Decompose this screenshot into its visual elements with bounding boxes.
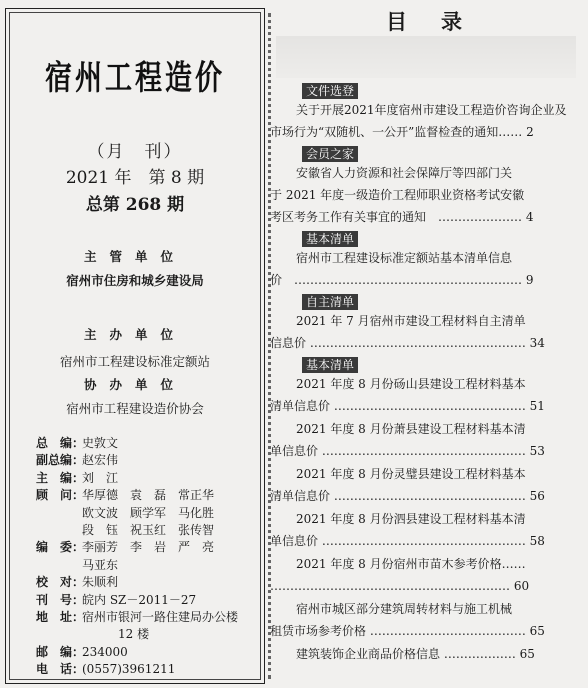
toc-entry[interactable]	[270, 310, 582, 354]
credit-row	[36, 609, 238, 626]
editorial-credits	[36, 435, 238, 679]
toc-entry-line: 2021 年度 8 月份萧县建设工程材料基本清	[296, 422, 526, 436]
credit-label: 刊 号：	[36, 592, 85, 607]
toc-entry[interactable]	[270, 247, 582, 291]
credit-value: 赵宏伟	[82, 453, 119, 468]
toc-entry-line: 宿州市城区部分建筑周转材料与施工机械	[296, 602, 513, 616]
co-organizer-heading: 协办单位	[83, 377, 186, 392]
credit-row	[36, 435, 238, 452]
toc-entry-line: 于 2021 年度一级造价工程师职业资格考试安徽	[270, 188, 525, 202]
credit-label: 总 编：	[36, 436, 85, 450]
credit-value: 刘 江	[82, 470, 119, 485]
supervisor-heading: 主管单位	[83, 249, 186, 264]
toc-entry-line: 2021 年度 8 月份砀山县建设工程材料基本	[296, 377, 526, 391]
credit-value: 宿州市银河一路住建局办公楼	[82, 610, 239, 625]
credit-value: 欧文波 顾学军 马化胜	[82, 505, 215, 520]
toc-entry-line: 建筑装饰企业商品价格信息 ……………… 65	[296, 647, 535, 661]
supervisor-name: 宿州市住房和城乡建设局	[66, 273, 204, 288]
credit-row	[36, 505, 238, 522]
bleed-through-shadow	[276, 36, 576, 78]
toc-entry-line: 单信息价 …………………………………………… 58	[270, 534, 545, 548]
credit-value: 234000	[82, 644, 128, 659]
toc-entry-line: 信息价 ……………………………………………… 34	[270, 336, 545, 350]
total-issue-number: 总第 268 期	[85, 195, 185, 215]
toc-entry-line: 关于开展2021年度宿州市建设工程造价咨询企业及	[296, 103, 567, 117]
credit-label: 电 话：	[36, 662, 85, 677]
credit-value: 皖内 SZ－2011－27	[82, 592, 197, 607]
credit-label: 校 对：	[36, 575, 85, 590]
credit-value: (0557)3961211	[82, 662, 176, 677]
toc-entry-line: 2021 年度 8 月份灵璧县建设工程材料基本	[296, 467, 526, 481]
toc-entry-line: 2021 年度 8 月份泗县建设工程材料基本清	[296, 512, 526, 526]
co-organizer-name: 宿州市工程建设造价协会	[66, 401, 204, 416]
toc-entry[interactable]	[270, 508, 582, 552]
credit-row	[36, 644, 238, 661]
issue-number: 2021 年 第 8 期	[65, 168, 205, 188]
credit-row	[36, 661, 238, 678]
credit-label: 顾 问：	[36, 488, 85, 503]
credit-label: 副总编：	[36, 453, 85, 468]
section-label: 基本清单	[302, 231, 358, 247]
credit-row	[36, 592, 238, 609]
publication-title: 宿州工程造价	[45, 58, 225, 98]
credit-label	[36, 505, 82, 522]
credit-label: 主 编：	[36, 470, 85, 485]
credit-row	[36, 557, 238, 574]
section-label: 文件选登	[302, 83, 358, 99]
credit-label: 地 址：	[36, 610, 85, 625]
toc-entry-line: 市场行为“双随机、一公开”监督检查的通知…… 2	[270, 125, 534, 139]
credit-value: 马亚东	[82, 557, 119, 572]
credit-row	[36, 522, 238, 539]
credit-row	[36, 574, 238, 591]
toc-entry-line: 清单信息价 ………………………………………… 51	[270, 399, 545, 413]
toc-entry-line: 清单信息价 ………………………………………… 56	[270, 489, 545, 503]
toc-entry[interactable]	[270, 463, 582, 507]
toc-entry[interactable]	[270, 162, 582, 228]
publication-frequency: （月 刊）	[87, 142, 183, 162]
toc-entry[interactable]	[270, 99, 582, 143]
credit-row	[36, 626, 238, 643]
credit-row	[36, 470, 238, 487]
organizer-name: 宿州市工程建设标准定额站	[59, 354, 210, 369]
toc-entry-line: 2021 年 7 月宿州市建设工程材料自主清单	[296, 314, 526, 328]
masthead-panel	[5, 8, 265, 684]
toc-entry-line: 考区考务工作有关事宜的通知 ………………… 4	[270, 210, 534, 224]
credit-value: 朱顺利	[82, 575, 119, 590]
toc-entry-line: …………………………………………………… 60	[270, 579, 530, 593]
credit-label	[36, 522, 82, 539]
section-label: 会员之家	[302, 146, 358, 162]
toc-entry[interactable]	[270, 373, 582, 417]
toc-entry[interactable]	[270, 598, 582, 642]
toc-title: 目录	[386, 10, 496, 34]
credit-value: 史敦文	[82, 436, 119, 450]
toc-entry-line: 价 ………………………………………………… 9	[270, 273, 534, 287]
toc-entry[interactable]	[270, 553, 582, 597]
toc-entry-line: 2021 年度 8 月份宿州市苗木参考价格……	[296, 557, 526, 571]
toc-entry-line: 安徽省人力资源和社会保障厅等四部门关	[296, 166, 513, 180]
credit-value: 李丽芳 李 岩 严 亮	[82, 540, 215, 555]
credit-row	[36, 539, 238, 556]
credit-row	[36, 487, 238, 504]
credit-label: 编 委：	[36, 540, 85, 555]
credit-label	[36, 557, 82, 574]
toc-entry[interactable]	[270, 643, 582, 665]
credit-value: 华厚德 袁 磊 常正华	[82, 488, 215, 503]
credit-label	[36, 626, 82, 643]
section-label: 自主清单	[302, 294, 358, 310]
toc-entry-line: 租赁市场参考价格 ………………………………… 65	[270, 624, 545, 638]
toc-entry[interactable]	[270, 418, 582, 462]
credit-value: 段 钰 祝玉红 张传智	[82, 523, 215, 538]
credit-value: 12 楼	[82, 627, 150, 642]
toc-entry-line: 宿州市工程建设标准定额站基本清单信息	[296, 251, 513, 265]
credit-row	[36, 452, 238, 469]
organizer-heading: 主办单位	[83, 327, 186, 342]
toc-entry-line: 单信息价 …………………………………………… 53	[270, 444, 545, 458]
section-label: 基本清单	[302, 357, 358, 373]
credit-label: 邮 编：	[36, 644, 85, 659]
